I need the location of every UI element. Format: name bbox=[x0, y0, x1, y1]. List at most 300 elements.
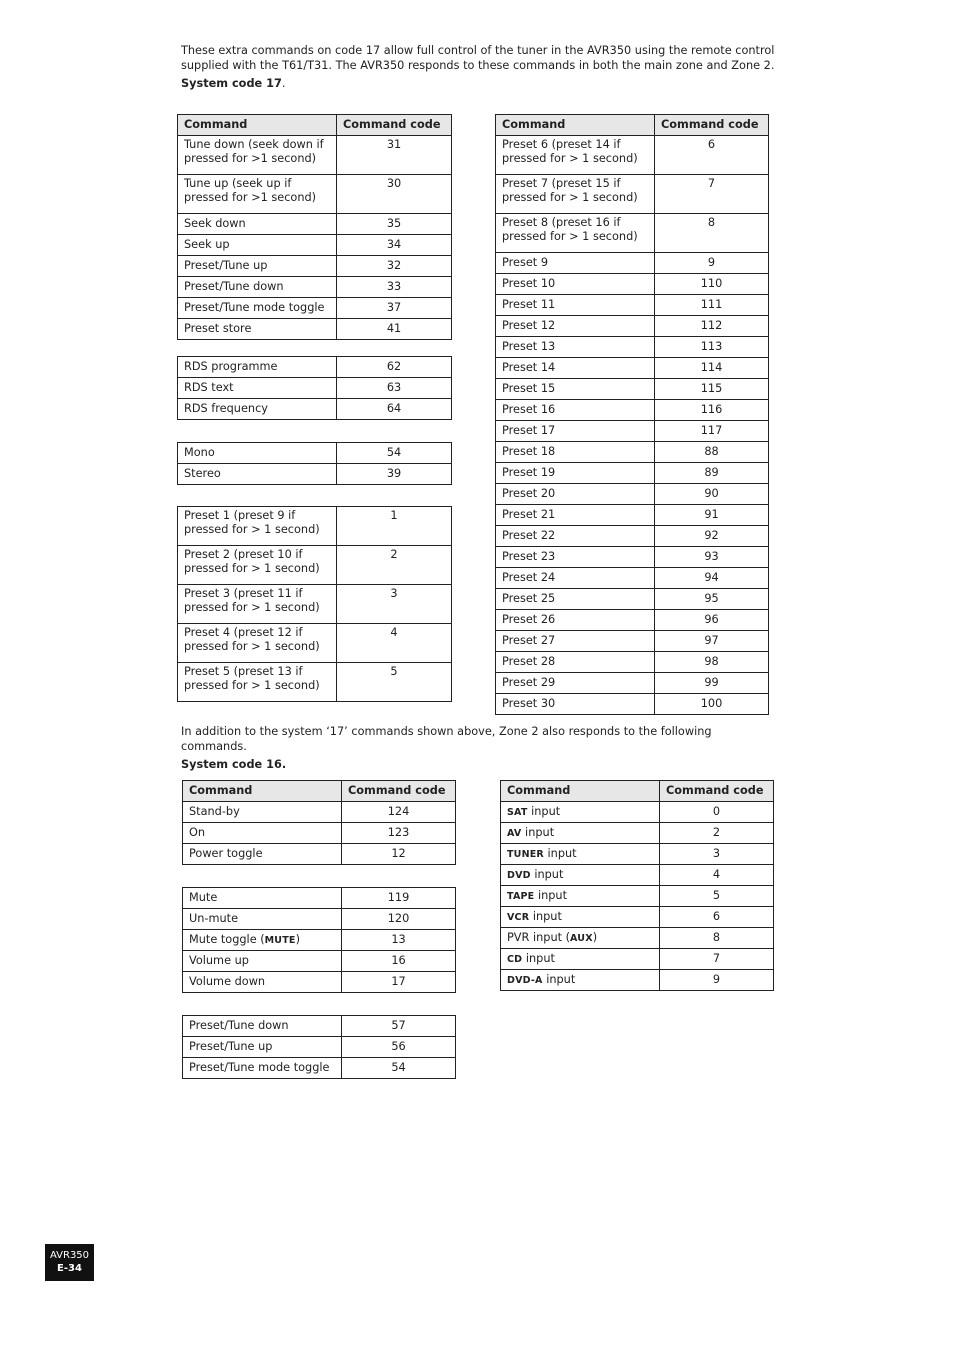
command-cell bbox=[501, 823, 660, 844]
command-code-cell: 88 bbox=[655, 442, 769, 463]
command-cell bbox=[178, 256, 337, 277]
command-code-cell: 100 bbox=[655, 694, 769, 715]
command-cell bbox=[183, 972, 342, 993]
command-code-cell: 123 bbox=[342, 823, 456, 844]
button-name: AUX bbox=[570, 932, 593, 944]
command-code-cell: 2 bbox=[337, 546, 452, 585]
command-text: Preset 5 (preset 13 if bbox=[184, 665, 303, 678]
command-code-cell: 99 bbox=[655, 673, 769, 694]
table-17-rds bbox=[177, 356, 452, 420]
command-cell bbox=[501, 928, 660, 949]
command-code-cell: 98 bbox=[655, 652, 769, 673]
command-code-cell: 114 bbox=[655, 358, 769, 379]
table-row bbox=[496, 547, 769, 568]
table-header-row bbox=[496, 115, 769, 136]
command-code-cell: 4 bbox=[337, 624, 452, 663]
command-cell bbox=[501, 970, 660, 991]
command-cell bbox=[183, 802, 342, 823]
command-code-cell: 94 bbox=[655, 568, 769, 589]
table-row bbox=[178, 357, 452, 378]
command-text-line-2: pressed for >1 second) bbox=[184, 152, 317, 165]
command-text: Preset 3 (preset 11 if bbox=[184, 587, 303, 600]
command-code-cell: 1 bbox=[337, 507, 452, 546]
table-row bbox=[183, 1037, 456, 1058]
command-code-cell: 7 bbox=[655, 175, 769, 214]
command-cell bbox=[496, 400, 655, 421]
command-text: Preset 25 bbox=[502, 592, 556, 605]
command-cell bbox=[496, 673, 655, 694]
command-code-cell: 37 bbox=[337, 298, 452, 319]
table-row bbox=[178, 443, 452, 464]
command-code-cell: 4 bbox=[660, 865, 774, 886]
command-code-cell: 117 bbox=[655, 421, 769, 442]
code-column-header: Command code bbox=[342, 781, 456, 802]
command-code-cell: 13 bbox=[342, 930, 456, 951]
command-text: Volume down bbox=[189, 975, 266, 988]
command-cell bbox=[496, 568, 655, 589]
table-16-inputs bbox=[500, 780, 774, 991]
command-text: Power toggle bbox=[189, 847, 263, 860]
command-cell bbox=[496, 484, 655, 505]
command-text-line-2: pressed for >1 second) bbox=[184, 191, 317, 204]
command-cell bbox=[178, 443, 337, 464]
command-text: Preset 11 bbox=[502, 298, 556, 311]
command-cell bbox=[178, 235, 337, 256]
command-code-cell: 54 bbox=[342, 1058, 456, 1079]
command-cell bbox=[496, 589, 655, 610]
zone2-line-2: commands. bbox=[181, 740, 247, 753]
button-name: MUTE bbox=[264, 934, 296, 946]
table-row bbox=[496, 358, 769, 379]
command-cell bbox=[496, 316, 655, 337]
table-row bbox=[183, 930, 456, 951]
command-text: Stand-by bbox=[189, 805, 240, 818]
command-code-cell: 16 bbox=[342, 951, 456, 972]
table-row bbox=[496, 484, 769, 505]
command-text: Preset 19 bbox=[502, 466, 556, 479]
command-cell bbox=[496, 610, 655, 631]
command-text: Preset 10 bbox=[502, 277, 556, 290]
command-code-cell: 5 bbox=[337, 663, 452, 702]
command-code-cell: 8 bbox=[655, 214, 769, 253]
command-cell bbox=[496, 379, 655, 400]
intro-line-2: supplied with the T61/T31. The AVR350 responds to these commands in both the main zone and Zone 2. bbox=[181, 59, 775, 72]
table-row bbox=[178, 235, 452, 256]
table-row bbox=[183, 909, 456, 930]
command-text-suffix: input bbox=[542, 972, 576, 986]
table-row bbox=[496, 631, 769, 652]
command-text-line-2: pressed for > 1 second) bbox=[184, 601, 320, 614]
command-cell bbox=[496, 295, 655, 316]
command-code-cell: 63 bbox=[337, 378, 452, 399]
command-text-suffix: input bbox=[530, 867, 564, 881]
table-row bbox=[501, 844, 774, 865]
table-16-preset-tune bbox=[182, 1015, 456, 1079]
command-code-cell: 17 bbox=[342, 972, 456, 993]
table-row bbox=[501, 907, 774, 928]
table-row bbox=[496, 295, 769, 316]
command-text: Preset 9 bbox=[502, 256, 549, 269]
command-cell bbox=[496, 136, 655, 175]
command-text-suffix: input bbox=[529, 909, 562, 923]
command-cell bbox=[178, 546, 337, 585]
table-row bbox=[501, 928, 774, 949]
command-cell bbox=[183, 1037, 342, 1058]
command-code-cell: 5 bbox=[660, 886, 774, 907]
command-cell bbox=[501, 844, 660, 865]
command-cell bbox=[183, 823, 342, 844]
command-text: Preset 1 (preset 9 if bbox=[184, 509, 296, 522]
command-cell bbox=[183, 930, 342, 951]
table-16-power bbox=[182, 780, 456, 865]
table-row bbox=[183, 802, 456, 823]
table-row bbox=[183, 823, 456, 844]
command-cell bbox=[178, 298, 337, 319]
command-text: PVR input ( bbox=[507, 930, 571, 944]
command-text: Mute bbox=[189, 891, 218, 904]
table-row bbox=[183, 1058, 456, 1079]
command-code-cell: 89 bbox=[655, 463, 769, 484]
table-row bbox=[183, 888, 456, 909]
command-text-line-2: pressed for > 1 second) bbox=[184, 640, 320, 653]
command-text: Preset/Tune mode toggle bbox=[189, 1061, 330, 1074]
table-row bbox=[501, 949, 774, 970]
command-code-cell: 96 bbox=[655, 610, 769, 631]
command-cell bbox=[501, 886, 660, 907]
command-code-cell: 3 bbox=[337, 585, 452, 624]
command-cell bbox=[178, 663, 337, 702]
command-text: Preset 13 bbox=[502, 340, 556, 353]
command-cell bbox=[496, 253, 655, 274]
command-code-cell: 30 bbox=[337, 175, 452, 214]
command-text: Stereo bbox=[184, 467, 221, 480]
command-cell bbox=[496, 214, 655, 253]
command-text: Preset 2 (preset 10 if bbox=[184, 548, 303, 561]
command-text: Seek down bbox=[184, 217, 246, 230]
command-text: Preset/Tune down bbox=[184, 280, 284, 293]
table-row bbox=[496, 253, 769, 274]
button-name: AV bbox=[507, 827, 522, 839]
command-cell bbox=[183, 909, 342, 930]
system-code-16-label: System code 16. bbox=[181, 758, 287, 771]
button-name: SAT bbox=[507, 806, 528, 818]
command-cell bbox=[178, 399, 337, 420]
table-row bbox=[496, 136, 769, 175]
command-text: Mute toggle ( bbox=[189, 932, 265, 946]
command-code-cell: 119 bbox=[342, 888, 456, 909]
table-header-row bbox=[183, 781, 456, 802]
table-row bbox=[183, 1016, 456, 1037]
button-name: CD bbox=[507, 953, 523, 965]
command-text: Preset 24 bbox=[502, 571, 556, 584]
command-code-cell: 9 bbox=[660, 970, 774, 991]
table-row bbox=[178, 256, 452, 277]
command-column-header: Command bbox=[183, 781, 342, 802]
command-cell bbox=[178, 136, 337, 175]
command-text: Preset 26 bbox=[502, 613, 556, 626]
command-text: Un-mute bbox=[189, 912, 239, 925]
command-text: Preset/Tune mode toggle bbox=[184, 301, 325, 314]
command-text-suffix: ) bbox=[592, 930, 598, 944]
command-cell bbox=[183, 1016, 342, 1037]
command-cell bbox=[496, 274, 655, 295]
badge-page-number: E-34 bbox=[57, 1263, 82, 1274]
table-row bbox=[496, 505, 769, 526]
command-code-cell: 3 bbox=[660, 844, 774, 865]
table-row bbox=[496, 589, 769, 610]
page-badge bbox=[45, 1244, 94, 1281]
command-code-cell: 113 bbox=[655, 337, 769, 358]
command-text: Preset store bbox=[184, 322, 252, 335]
command-code-cell: 62 bbox=[337, 357, 452, 378]
command-cell bbox=[496, 358, 655, 379]
command-column-header: Command bbox=[496, 115, 655, 136]
command-text: Preset 20 bbox=[502, 487, 556, 500]
command-code-cell: 93 bbox=[655, 547, 769, 568]
command-text: Preset 16 bbox=[502, 403, 556, 416]
table-row bbox=[183, 972, 456, 993]
command-cell bbox=[501, 865, 660, 886]
command-cell bbox=[183, 844, 342, 865]
command-text-line-2: pressed for > 1 second) bbox=[502, 191, 638, 204]
command-cell bbox=[501, 949, 660, 970]
table-row bbox=[496, 463, 769, 484]
command-code-cell: 32 bbox=[337, 256, 452, 277]
command-cell bbox=[178, 357, 337, 378]
command-text: Preset 28 bbox=[502, 655, 556, 668]
button-name: VCR bbox=[507, 911, 530, 923]
command-cell bbox=[183, 951, 342, 972]
command-text-suffix: input bbox=[527, 804, 561, 818]
command-text: Preset 4 (preset 12 if bbox=[184, 626, 303, 639]
command-text-line-2: pressed for > 1 second) bbox=[502, 152, 638, 165]
command-text: Tune down (seek down if bbox=[184, 138, 324, 151]
command-text: Preset/Tune down bbox=[189, 1019, 289, 1032]
system-code-17-text: System code 17 bbox=[181, 77, 282, 90]
command-cell bbox=[496, 421, 655, 442]
command-code-cell: 6 bbox=[660, 907, 774, 928]
button-name: TAPE bbox=[507, 890, 535, 902]
button-name: DVD-A bbox=[507, 974, 543, 986]
command-text: Preset 15 bbox=[502, 382, 556, 395]
command-text-line-2: pressed for > 1 second) bbox=[184, 523, 320, 536]
table-row bbox=[178, 277, 452, 298]
command-text-line-2: pressed for > 1 second) bbox=[184, 562, 320, 575]
table-header-row bbox=[501, 781, 774, 802]
command-text: RDS text bbox=[184, 381, 234, 394]
table-row bbox=[496, 274, 769, 295]
command-code-cell: 116 bbox=[655, 400, 769, 421]
table-row bbox=[178, 214, 452, 235]
command-code-cell: 124 bbox=[342, 802, 456, 823]
command-cell bbox=[178, 624, 337, 663]
command-text-line-2: pressed for > 1 second) bbox=[184, 679, 320, 692]
command-text: Preset 22 bbox=[502, 529, 556, 542]
table-17-tuning bbox=[177, 114, 452, 340]
table-row bbox=[178, 585, 452, 624]
command-cell bbox=[178, 585, 337, 624]
table-row bbox=[496, 673, 769, 694]
command-cell bbox=[501, 907, 660, 928]
system-code-17-label bbox=[181, 76, 285, 91]
command-text: Preset 8 (preset 16 if bbox=[502, 216, 621, 229]
command-code-cell: 31 bbox=[337, 136, 452, 175]
table-row bbox=[496, 610, 769, 631]
table-row bbox=[178, 298, 452, 319]
command-cell bbox=[501, 802, 660, 823]
command-text-suffix: input bbox=[521, 825, 555, 839]
command-cell bbox=[183, 888, 342, 909]
badge-model: AVR350 bbox=[49, 1250, 90, 1261]
table-row bbox=[496, 526, 769, 547]
command-cell bbox=[178, 277, 337, 298]
command-text: Preset 29 bbox=[502, 676, 556, 689]
table-row bbox=[496, 568, 769, 589]
command-text: Preset/Tune up bbox=[189, 1040, 273, 1053]
zone2-line-1: In addition to the system ‘17’ commands shown above, Zone 2 also responds to the following bbox=[181, 725, 712, 738]
command-code-cell: 8 bbox=[660, 928, 774, 949]
command-text: Volume up bbox=[189, 954, 249, 967]
table-row bbox=[178, 464, 452, 485]
command-text: Seek up bbox=[184, 238, 230, 251]
code-column-header: Command code bbox=[655, 115, 769, 136]
table-16-volume bbox=[182, 887, 456, 993]
command-code-cell: 7 bbox=[660, 949, 774, 970]
table-row bbox=[178, 663, 452, 702]
command-code-cell: 97 bbox=[655, 631, 769, 652]
table-row bbox=[178, 546, 452, 585]
command-text: Preset 21 bbox=[502, 508, 556, 521]
command-column-header: Command bbox=[501, 781, 660, 802]
command-code-cell: 115 bbox=[655, 379, 769, 400]
command-text: RDS programme bbox=[184, 360, 278, 373]
command-code-cell: 35 bbox=[337, 214, 452, 235]
command-code-cell: 92 bbox=[655, 526, 769, 547]
table-row bbox=[496, 400, 769, 421]
command-text: Preset 7 (preset 15 if bbox=[502, 177, 621, 190]
button-name: DVD bbox=[507, 869, 531, 881]
command-cell bbox=[496, 526, 655, 547]
command-text: On bbox=[189, 826, 206, 839]
command-text: Preset 14 bbox=[502, 361, 556, 374]
command-cell bbox=[496, 694, 655, 715]
table-row bbox=[178, 175, 452, 214]
table-row bbox=[496, 421, 769, 442]
command-code-cell: 64 bbox=[337, 399, 452, 420]
command-code-cell: 9 bbox=[655, 253, 769, 274]
intro-line-1: These extra commands on code 17 allow full control of the tuner in the AVR350 using the remote control bbox=[181, 44, 775, 57]
command-cell bbox=[178, 175, 337, 214]
command-text: Preset 30 bbox=[502, 697, 556, 710]
button-name: TUNER bbox=[507, 848, 544, 860]
table-row bbox=[496, 316, 769, 337]
system-code-17-suffix: . bbox=[281, 77, 286, 90]
table-row bbox=[496, 337, 769, 358]
command-text: Preset 27 bbox=[502, 634, 556, 647]
command-cell bbox=[496, 337, 655, 358]
command-text: Tune up (seek up if bbox=[184, 177, 292, 190]
command-cell bbox=[178, 464, 337, 485]
table-row bbox=[178, 399, 452, 420]
command-code-cell: 111 bbox=[655, 295, 769, 316]
command-code-cell: 2 bbox=[660, 823, 774, 844]
table-row bbox=[178, 624, 452, 663]
command-code-cell: 12 bbox=[342, 844, 456, 865]
table-row bbox=[501, 865, 774, 886]
command-code-cell: 56 bbox=[342, 1037, 456, 1058]
command-text: Preset 18 bbox=[502, 445, 556, 458]
command-text-line-2: pressed for > 1 second) bbox=[502, 230, 638, 243]
command-code-cell: 54 bbox=[337, 443, 452, 464]
command-text: Preset 12 bbox=[502, 319, 556, 332]
command-code-cell: 112 bbox=[655, 316, 769, 337]
command-code-cell: 33 bbox=[337, 277, 452, 298]
table-header-row bbox=[178, 115, 452, 136]
zone2-paragraph bbox=[181, 724, 712, 754]
command-text: RDS frequency bbox=[184, 402, 268, 415]
command-cell bbox=[178, 378, 337, 399]
command-code-cell: 34 bbox=[337, 235, 452, 256]
command-code-cell: 57 bbox=[342, 1016, 456, 1037]
table-row bbox=[183, 844, 456, 865]
table-row bbox=[183, 951, 456, 972]
command-text: Preset/Tune up bbox=[184, 259, 268, 272]
intro-paragraph bbox=[181, 43, 774, 73]
table-row bbox=[501, 886, 774, 907]
command-column-header: Command bbox=[178, 115, 337, 136]
command-code-cell: 0 bbox=[660, 802, 774, 823]
command-cell bbox=[183, 1058, 342, 1079]
table-row bbox=[501, 970, 774, 991]
command-cell bbox=[496, 442, 655, 463]
command-text: Preset 6 (preset 14 if bbox=[502, 138, 621, 151]
command-cell bbox=[496, 505, 655, 526]
command-text: Preset 17 bbox=[502, 424, 556, 437]
command-cell bbox=[178, 507, 337, 546]
command-text-suffix: input bbox=[534, 888, 568, 902]
command-text-suffix: input bbox=[543, 846, 577, 860]
command-code-cell: 95 bbox=[655, 589, 769, 610]
table-row bbox=[496, 652, 769, 673]
table-17-audio-mode bbox=[177, 442, 452, 485]
table-row bbox=[496, 175, 769, 214]
command-code-cell: 6 bbox=[655, 136, 769, 175]
command-cell bbox=[178, 214, 337, 235]
command-text: Mono bbox=[184, 446, 215, 459]
command-cell bbox=[496, 175, 655, 214]
table-row bbox=[178, 319, 452, 340]
table-row bbox=[501, 802, 774, 823]
table-row bbox=[496, 214, 769, 253]
table-row bbox=[501, 823, 774, 844]
command-code-cell: 91 bbox=[655, 505, 769, 526]
command-code-cell: 120 bbox=[342, 909, 456, 930]
table-17-presets-6-30 bbox=[495, 114, 769, 715]
table-row bbox=[496, 442, 769, 463]
command-cell bbox=[496, 652, 655, 673]
command-text-suffix: input bbox=[522, 951, 555, 965]
table-row bbox=[496, 694, 769, 715]
code-column-header: Command code bbox=[337, 115, 452, 136]
command-cell bbox=[496, 631, 655, 652]
command-cell bbox=[496, 463, 655, 484]
table-row bbox=[496, 379, 769, 400]
command-text: Preset 23 bbox=[502, 550, 556, 563]
table-row bbox=[178, 136, 452, 175]
table-row bbox=[178, 507, 452, 546]
command-cell bbox=[496, 547, 655, 568]
code-column-header: Command code bbox=[660, 781, 774, 802]
